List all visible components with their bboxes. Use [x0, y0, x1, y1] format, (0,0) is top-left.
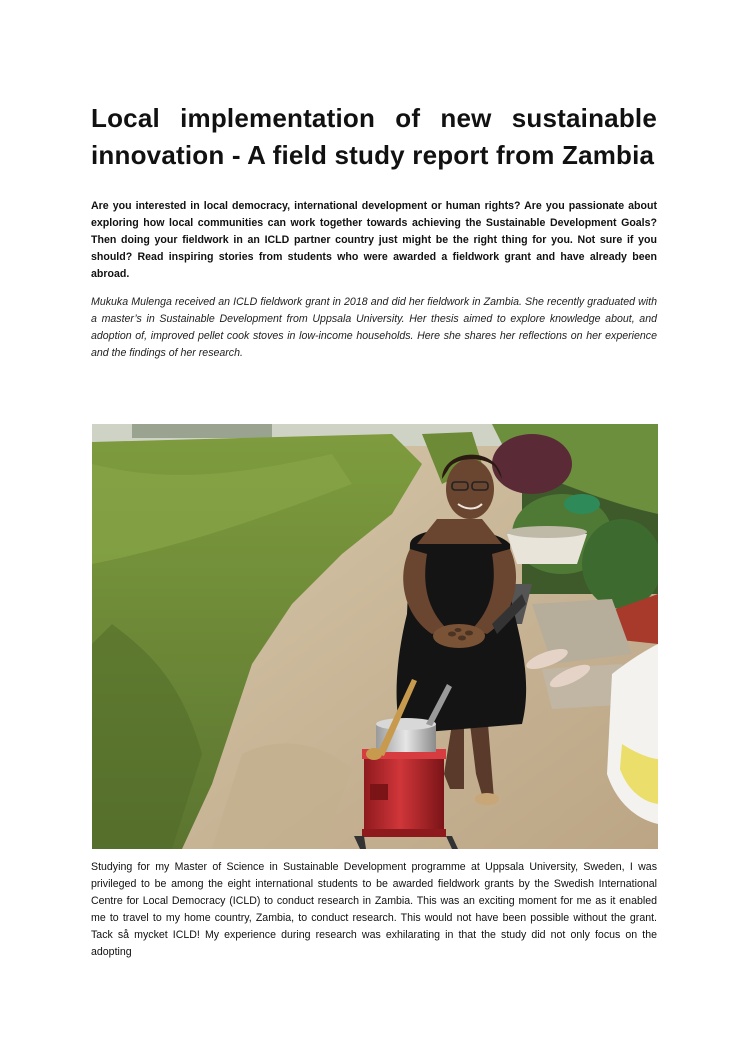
article-body: Studying for my Master of Science in Sustainable Development programme at Uppsala University, Sweden, I was privileged to be among the eight international students to be awarded fieldwork grants by the Swedish International Centre for Local Democracy (ICLD) to conduct research in Zambia. This was an exciting moment for me as it enabled me to travel to my home country, Zambia, to conduct research. This would not have been possible without the grant. Tack så mycket ICLD! My experience during research was exhilarating in that the study did not only focus on the adopting [91, 861, 657, 958]
article-title: Local implementation of new sustainable innovation - A field study report from Zambia [91, 103, 657, 170]
photo-woman-with-pellet-stove [92, 424, 658, 849]
article-header [91, 100, 657, 362]
article-intro: Mukuka Mulenga received an ICLD fieldwork grant in 2018 and did her fieldwork in Zambia. She recently graduated with a master’s in Sustainable Development from Uppsala University. Her thesis aimed to explore knowledge about, and adoption of, improved pellet cook stoves in low-income households. Here she shares her reflections on her experience and the findings of her research. [91, 296, 657, 359]
article-lead: Are you interested in local democracy, international development or human rights? Are you passionate about exploring how local communities can work together towards achieving the Sustainable Development Goals? Then doing your fieldwork in an ICLD partner country just might be the right thing for you. Not sure if you should? Read inspiring stories from students who were awarded a fieldwork grant and have already been abroad. [91, 200, 657, 280]
article-photo [92, 424, 658, 849]
